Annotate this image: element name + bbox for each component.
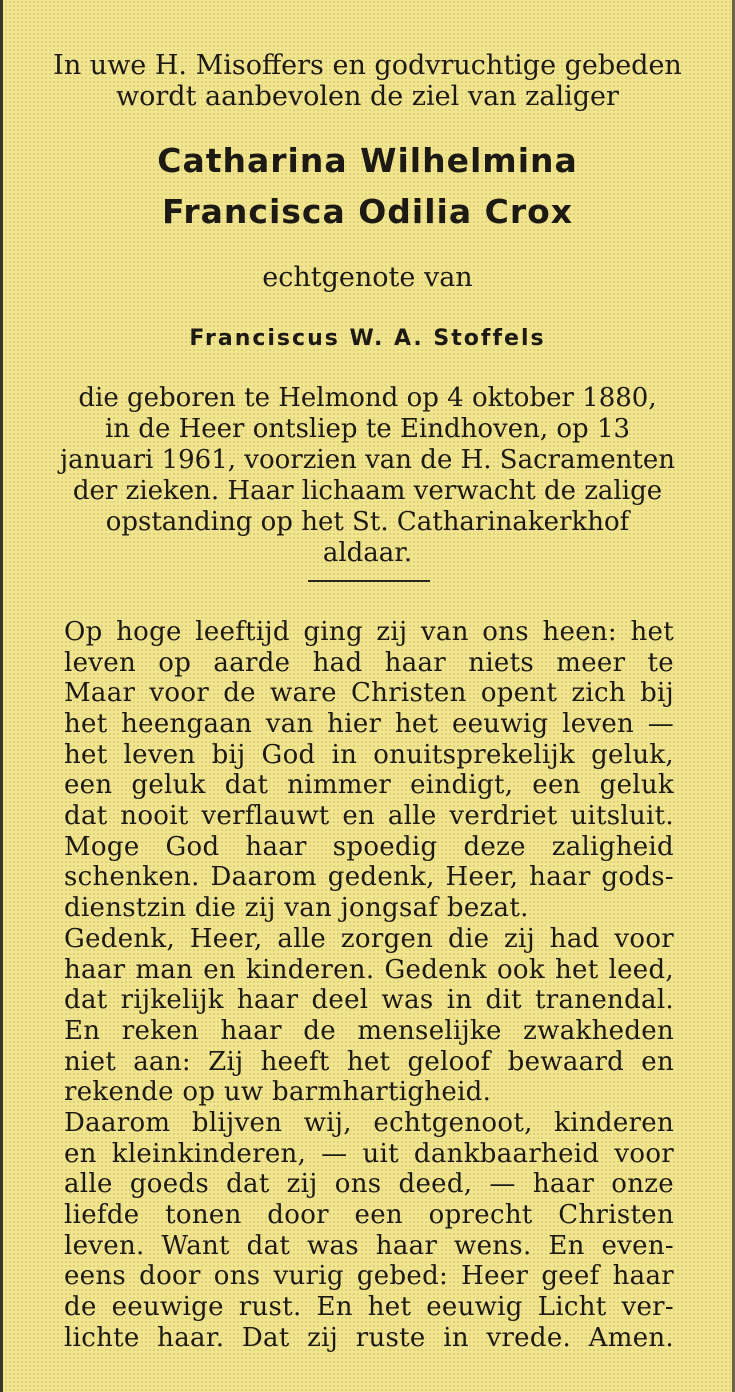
prayer-line: haar man en kinderen. Gedenk ook het leed,	[64, 955, 674, 985]
prayer-line: niet aan: Zij heeft het geloof bewaard en	[64, 1047, 674, 1077]
prayer-line: rekende op uw barmhartigheid.	[64, 1077, 492, 1107]
prayer-line: Maar voor de ware Christen opent zich bij	[64, 678, 674, 708]
prayer-line: eens door ons vurig gebed: Heer geef haar	[64, 1261, 674, 1291]
prayer-line: de eeuwige rust. En het eeuwig Licht ver-	[64, 1292, 674, 1322]
dates-line: in de Heer ontsliep te Eindhoven, op 13	[104, 414, 631, 444]
prayer-line: dat nooit verflauwt en alle verdriet uitsluit.	[64, 801, 674, 831]
deceased-name-line: Catharina Wilhelmina	[157, 141, 578, 180]
dates-line: der zieken. Haar lichaam verwacht de zalige	[72, 476, 663, 506]
dates-line: opstanding op het St. Catharinakerkhof	[105, 507, 630, 537]
prayer-line: leven. Want dat was haar wens. En even-	[64, 1231, 674, 1261]
prayer-line: het heengaan van hier het eeuwig leven —	[64, 709, 674, 739]
intro-line: wordt aanbevolen de ziel van zaliger	[116, 81, 619, 112]
prayer-line: Gedenk, Heer, alle zorgen die zij had voor	[64, 924, 674, 954]
dates-line: januari 1961, voorzien van de H. Sacramenten	[60, 445, 675, 475]
prayer-line: een geluk dat nimmer eindigt, een geluk	[64, 770, 674, 800]
prayer-line: dat rijkelijk haar deel was in dit tranendal.	[64, 985, 674, 1015]
prayer-line: Daarom blijven wij, echtgenoot, kinderen	[64, 1108, 674, 1138]
dates-line: die geboren te Helmond op 4 oktober 1880,	[78, 383, 657, 413]
prayer-line: schenken. Daarom gedenk, Heer, haar gods-	[64, 862, 674, 892]
prayer-line: leven op aarde had haar niets meer te	[64, 648, 674, 678]
prayer-line: alle goeds dat zij ons deed, — haar onze	[64, 1169, 674, 1199]
prayer-line: liefde tonen door een oprecht Christen	[64, 1200, 674, 1230]
prayer-line: Op hoge leeftijd ging zij van ons heen: het	[64, 617, 674, 647]
spouse-intro: echtgenote van	[262, 262, 473, 293]
prayer-line: dienstzin die zij van jongsaf bezat.	[64, 893, 529, 923]
dates-line: aldaar.	[322, 538, 413, 568]
intro-line: In uwe H. Misoffers en godvruchtige gebeden	[53, 50, 682, 81]
prayer-line: En reken haar de menselijke zwakheden	[64, 1016, 674, 1046]
divider-rule	[308, 580, 430, 582]
prayer-line: het leven bij God in onuitsprekelijk geluk,	[64, 740, 674, 770]
deceased-name-line: Francisca Odilia Crox	[161, 192, 574, 231]
prayer-line: en kleinkinderen, — uit dankbaarheid voor	[64, 1139, 674, 1169]
spouse-name: Franciscus W. A. Stoffels	[189, 326, 546, 351]
prayer-line: lichte haar. Dat zij ruste in vrede. Amen.	[64, 1323, 674, 1353]
prayer-line: Moge God haar spoedig deze zaligheid	[64, 832, 674, 862]
